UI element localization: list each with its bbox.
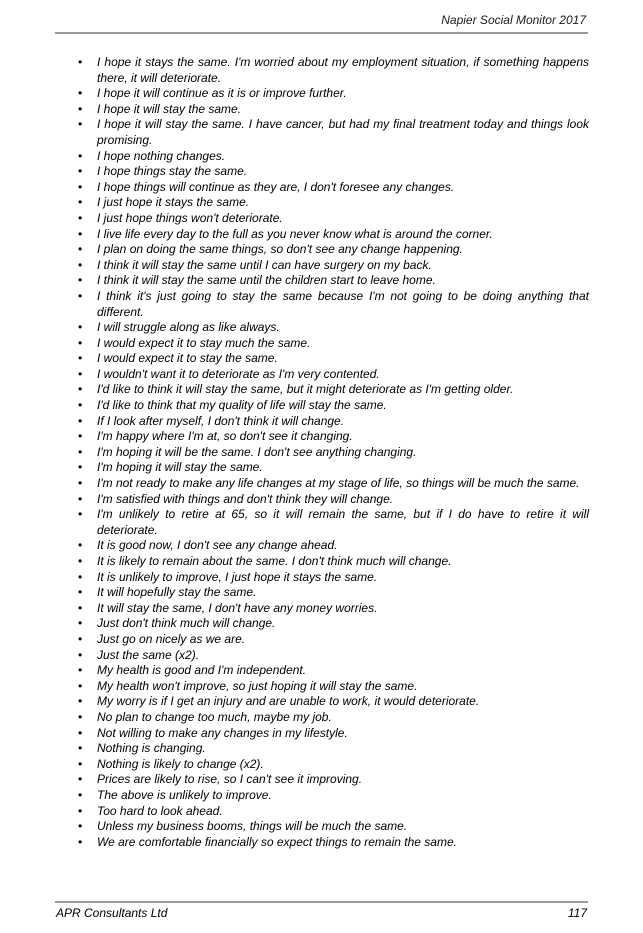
- list-item: [58, 149, 589, 165]
- list-item: [58, 320, 589, 336]
- list-item: [58, 788, 589, 804]
- list-item: [58, 835, 589, 851]
- bullet-icon: •: [78, 600, 83, 615]
- list-item: [58, 616, 589, 632]
- bullet-icon: •: [78, 647, 83, 662]
- list-item: [58, 211, 589, 227]
- list-item-text: I think it will stay the same until the children start to leave home.: [97, 273, 436, 288]
- list-item-text: I'm happy where I'm at, so don't see it changing.: [97, 429, 353, 444]
- list-item-text: I'm satisfied with things and don't think they will change.: [97, 491, 394, 506]
- bullet-icon: •: [78, 242, 83, 257]
- page-header-title: Napier Social Monitor 2017: [441, 13, 586, 27]
- list-item: [58, 710, 589, 726]
- bullet-icon: •: [78, 366, 83, 381]
- list-item-text: I hope it will continue as it is or improve further.: [97, 86, 347, 101]
- list-item-text: My health is good and I'm independent.: [97, 663, 307, 678]
- list-item-text: I would expect it to stay the same.: [97, 351, 278, 366]
- list-item: [58, 554, 589, 570]
- list-item-text: Prices are likely to rise, so I can't see it improving.: [97, 772, 363, 787]
- footer-page-number: 117: [567, 906, 587, 920]
- list-item-text: Nothing is likely to change (x2).: [97, 756, 264, 771]
- bullet-icon: •: [78, 819, 83, 834]
- list-item: [58, 195, 589, 211]
- list-item: [58, 772, 589, 788]
- list-item-text: I live life every day to the full as you never know what is around the corner.: [97, 226, 493, 241]
- list-item: [58, 741, 589, 757]
- list-item: [58, 694, 589, 710]
- bullet-icon: •: [78, 226, 83, 241]
- bullet-icon: •: [78, 616, 83, 631]
- list-item-text: Just the same (x2).: [97, 647, 200, 662]
- list-item-text: I just hope things won't deteriorate.: [97, 210, 283, 225]
- bullet-icon: •: [78, 476, 83, 491]
- bullet-icon: •: [78, 210, 83, 225]
- bullet-icon: •: [78, 725, 83, 740]
- list-item-text: My health won't improve, so just hoping it will stay the same.: [97, 678, 418, 693]
- bullet-icon: •: [78, 257, 83, 272]
- list-item: [58, 289, 589, 320]
- bullet-icon: •: [78, 117, 83, 132]
- bullet-icon: •: [78, 288, 83, 303]
- list-item-text: I plan on doing the same things, so don't see any change happening.: [97, 242, 463, 257]
- list-item: [58, 507, 589, 538]
- list-item-text: We are comfortable financially so expect things to remain the same.: [97, 834, 457, 849]
- bullet-icon: •: [78, 413, 83, 428]
- list-item-text: I'm not ready to make any life changes at my stage of life, so things will be much the same.: [97, 476, 580, 491]
- bullet-icon: •: [78, 320, 83, 335]
- list-item-text: I think it will stay the same until I can have surgery on my back.: [97, 257, 432, 272]
- list-item-text: I'd like to think that my quality of life will stay the same.: [97, 398, 387, 413]
- bullet-icon: •: [78, 772, 83, 787]
- list-item: [58, 663, 589, 679]
- list-item-text: I just hope it stays the same.: [97, 195, 250, 210]
- bullet-icon: •: [78, 179, 83, 194]
- list-item-text: My worry is if I get an injury and are unable to work, it would deteriorate.: [97, 694, 480, 709]
- list-item-text: I'd like to think it will stay the same, but it might deteriorate as I'm getting older.: [97, 382, 514, 397]
- list-item-text: I hope things stay the same.: [97, 164, 248, 179]
- list-item-text: I hope it will stay the same.: [97, 101, 242, 116]
- list-item-text: It is likely to remain about the same. I don't think much will change.: [97, 554, 452, 568]
- bullet-icon: •: [78, 569, 83, 584]
- list-item-text: No plan to change too much, maybe my job.: [97, 709, 332, 724]
- list-item: [58, 258, 589, 274]
- bullet-icon: •: [78, 55, 83, 69]
- list-item-text: Too hard to look ahead.: [97, 803, 223, 818]
- bullet-icon: •: [78, 694, 83, 709]
- list-item-text: It will hopefully stay the same.: [97, 585, 257, 600]
- list-item-text: Nothing is changing.: [97, 741, 206, 756]
- list-item: [58, 445, 589, 461]
- bullet-icon: •: [78, 164, 83, 179]
- bullet-icon: •: [78, 834, 83, 849]
- list-item: [58, 273, 589, 289]
- list-item: [58, 648, 589, 664]
- bullet-icon: •: [78, 585, 83, 600]
- list-item-text: I hope things will continue as they are, I don't foresee any changes.: [97, 179, 455, 194]
- list-item: [58, 336, 589, 352]
- bullet-icon: •: [78, 491, 83, 506]
- list-item: [58, 242, 589, 258]
- bullet-icon: •: [78, 787, 83, 802]
- bullet-icon: •: [78, 101, 83, 116]
- list-item: [58, 585, 589, 601]
- footer-company-name: APR Consultants Ltd: [56, 906, 168, 920]
- list-item-text: Not willing to make any changes in my lifestyle.: [97, 725, 348, 740]
- bullet-icon: •: [78, 429, 83, 444]
- bullet-icon: •: [78, 460, 83, 475]
- list-item-text: I'm hoping it will stay the same.: [97, 460, 263, 475]
- list-item: [58, 726, 589, 742]
- list-item: [58, 367, 589, 383]
- list-item: [58, 538, 589, 554]
- list-item: [58, 55, 589, 86]
- list-item: [58, 180, 589, 196]
- list-item: [58, 117, 589, 148]
- list-item-text: It is unlikely to improve, I just hope it stays the same.: [97, 569, 378, 584]
- list-item-text: Just go on nicely as we are.: [97, 631, 246, 646]
- list-item-text: I think it's just going to stay the same because I'm not going to be doing anything that different.: [97, 288, 589, 319]
- list-item-text: I wouldn't want it to deteriorate as I'm very contented.: [97, 366, 380, 381]
- bullet-icon: •: [78, 507, 83, 522]
- header-divider: [55, 32, 588, 34]
- list-item: [58, 492, 589, 508]
- bullet-icon: •: [78, 756, 83, 771]
- bullet-icon: •: [78, 741, 83, 756]
- list-item-text: The above is unlikely to improve.: [97, 787, 272, 802]
- list-item-text: I'm hoping it will be the same. I don't see anything changing.: [97, 444, 417, 459]
- list-item: [58, 164, 589, 180]
- list-item: [58, 351, 589, 367]
- footer-divider: [55, 901, 588, 903]
- list-item: [58, 382, 589, 398]
- list-item-text: It will stay the same, I don't have any money worries.: [97, 600, 378, 615]
- bullet-icon: •: [78, 554, 83, 568]
- list-item: [58, 227, 589, 243]
- list-item-text: I'm unlikely to retire at 65, so it will remain the same, but if I do have to retire it will deteriorate.: [97, 507, 589, 537]
- list-item: [58, 679, 589, 695]
- list-item: [58, 476, 589, 492]
- bullet-icon: •: [78, 678, 83, 693]
- list-item-text: I hope nothing changes.: [97, 148, 226, 163]
- bullet-icon: •: [78, 195, 83, 210]
- list-item: [58, 398, 589, 414]
- list-item: [58, 601, 589, 617]
- list-item-text: I hope it will stay the same. I have cancer, but had my final treatment today and things look promising.: [97, 117, 589, 147]
- bullet-icon: •: [78, 398, 83, 413]
- list-item: [58, 102, 589, 118]
- list-item: [58, 757, 589, 773]
- list-item: [58, 460, 589, 476]
- bullet-icon: •: [78, 335, 83, 350]
- list-item-text: I hope it stays the same. I'm worried about my employment situation, if something happens there, it will deteriorate.: [97, 55, 589, 85]
- list-item-text: Just don't think much will change.: [97, 616, 276, 631]
- list-item-text: I would expect it to stay much the same.: [97, 335, 311, 350]
- response-bullet-list: [58, 55, 589, 850]
- list-item: [58, 632, 589, 648]
- list-item-text: Unless my business booms, things will be much the same.: [97, 819, 408, 834]
- bullet-icon: •: [78, 86, 83, 101]
- list-item: [58, 429, 589, 445]
- list-item-text: It is good now, I don't see any change ahead.: [97, 538, 338, 553]
- bullet-icon: •: [78, 351, 83, 366]
- bullet-icon: •: [78, 382, 83, 397]
- list-item: [58, 414, 589, 430]
- bullet-icon: •: [78, 444, 83, 459]
- list-item: [58, 86, 589, 102]
- list-item: [58, 570, 589, 586]
- bullet-icon: •: [78, 273, 83, 288]
- bullet-icon: •: [78, 663, 83, 678]
- bullet-icon: •: [78, 709, 83, 724]
- bullet-icon: •: [78, 148, 83, 163]
- list-item-text: If I look after myself, I don't think it will change.: [97, 413, 345, 428]
- bullet-icon: •: [78, 538, 83, 553]
- list-item: [58, 804, 589, 820]
- bullet-icon: •: [78, 631, 83, 646]
- list-item-text: I will struggle along as like always.: [97, 320, 280, 335]
- list-item: [58, 819, 589, 835]
- bullet-icon: •: [78, 803, 83, 818]
